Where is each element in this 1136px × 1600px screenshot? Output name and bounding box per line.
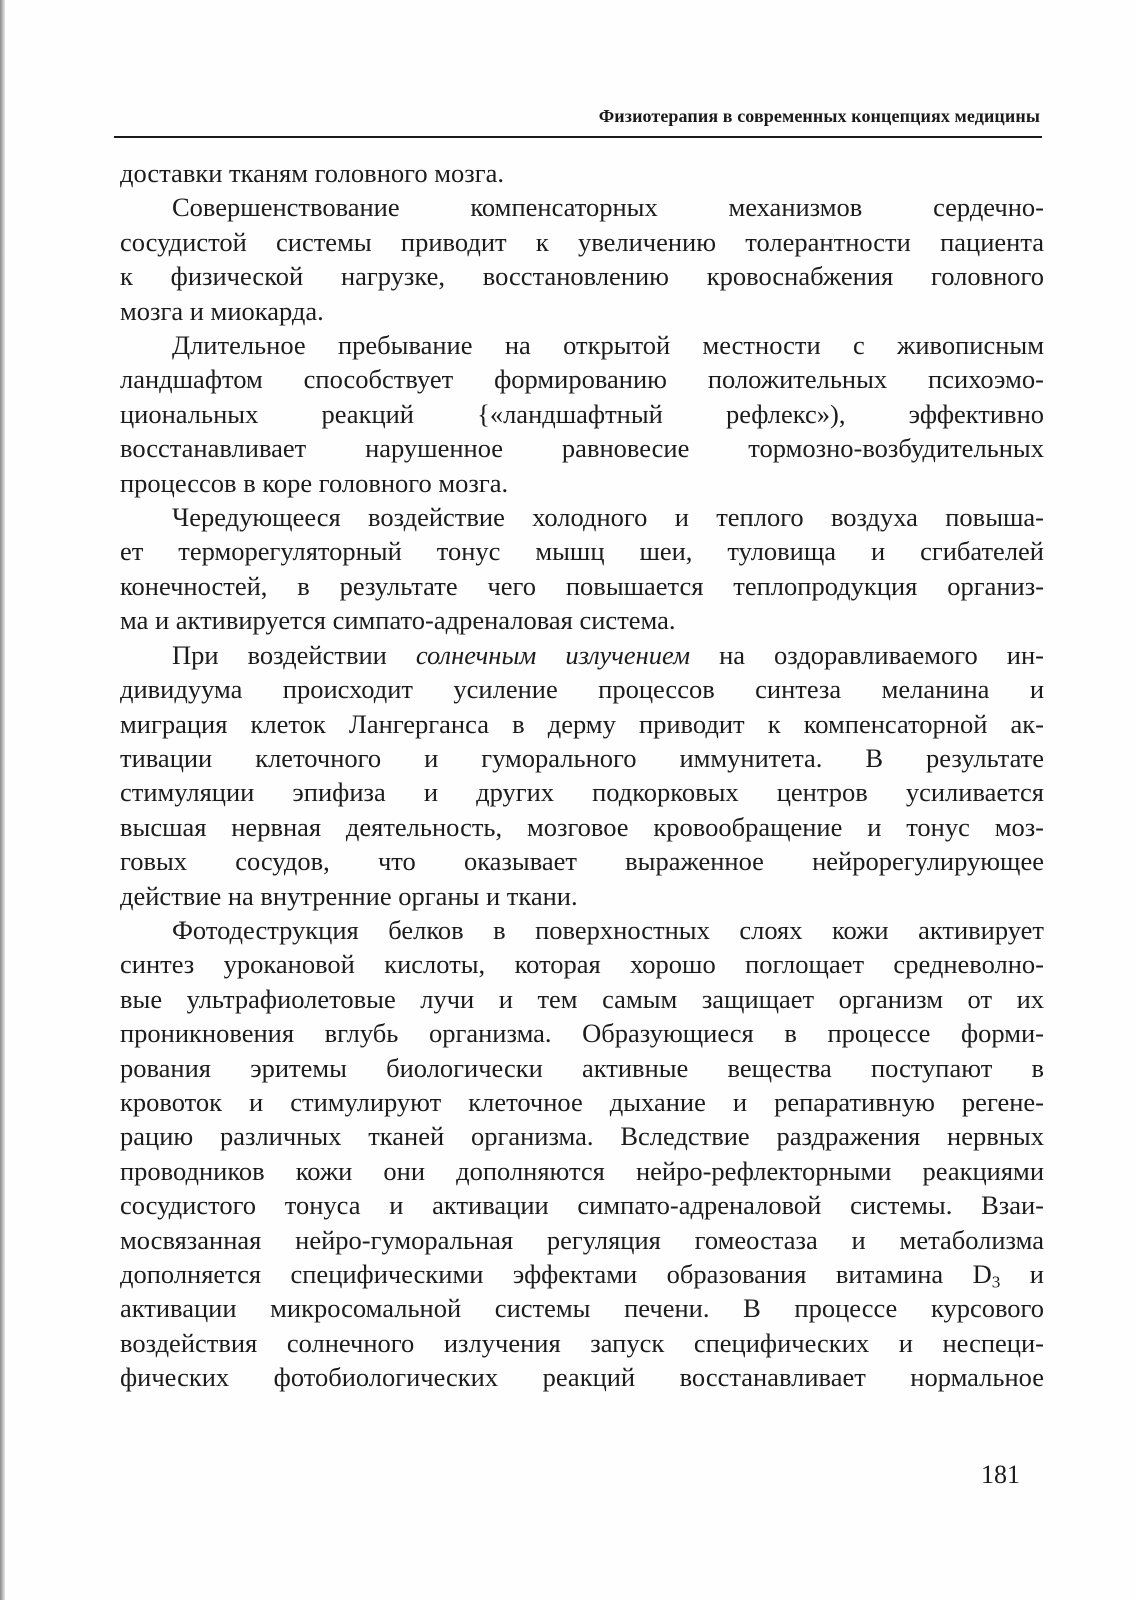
text-line: Совершенствование компенсаторных механизмов сердечно- xyxy=(172,192,1044,223)
header-rule xyxy=(114,136,1042,138)
text-line xyxy=(120,1257,1044,1291)
text-line: восстанавливает нарушенное равновесие тормозно-возбудительных xyxy=(120,433,1044,464)
text-line: воздействия солнечного излучения запуск специфических и неспеци- xyxy=(120,1327,1044,1358)
text-line: тивации клеточного и гуморального иммунитета. В результате xyxy=(120,742,1044,773)
text-line: миграция клеток Лангерганса в дерму приводит к компенсаторной ак- xyxy=(120,708,1044,739)
paragraph-3 xyxy=(120,328,1044,500)
text-line: к физической нагрузке, восстановлению кровоснабжения головного xyxy=(120,261,1044,292)
text-line: доставки тканям головного мозга. xyxy=(120,158,504,188)
text-line: стимуляции эпифиза и других подкорковых центров усиливается xyxy=(120,777,1044,808)
text-line: конечностей, в результате чего повышается теплопродукция организ- xyxy=(120,570,1044,601)
text-segment: на оздоравливаемого ин- xyxy=(690,639,1044,670)
text-line: мозга и миокарда. xyxy=(120,295,324,326)
text-line: высшая нервная деятельность, мозговое кровообращение и тонус моз- xyxy=(120,811,1044,842)
text-line: проводников кожи они дополняются нейро-рефлекторными реакциями xyxy=(120,1155,1044,1186)
subscript: 3 xyxy=(991,1272,1001,1292)
text-line: Чередующееся воздействие холодного и теплого воздуха повыша- xyxy=(172,502,1044,533)
body-text xyxy=(120,156,1044,1395)
text-line: фических фотобиологических реакций восстанавливает нормальное xyxy=(120,1362,1044,1393)
paragraph-5 xyxy=(120,638,1044,913)
text-line: проникновения вглубь организма. Образующиеся в процессе форми- xyxy=(120,1018,1044,1049)
text-line: мосвязанная нейро-гуморальная регуляция гомеостаза и метаболизма xyxy=(120,1224,1044,1255)
text-line: сосудистого тонуса и активации симпато-адреналовой системы. Взаи- xyxy=(120,1190,1044,1221)
paragraph-4 xyxy=(120,500,1044,638)
text-line: Длительное пребывание на открытой местности с живописным xyxy=(172,330,1044,361)
text-line: дивидуума происходит усиление процессов синтеза меланина и xyxy=(120,674,1044,705)
text-line: ет терморегуляторный тонус мышц шеи, туловища и сгибателей xyxy=(120,536,1044,567)
text-line: вые ультрафиолетовые лучи и тем самым защищает организм от их xyxy=(120,983,1044,1014)
page-binding-shadow xyxy=(0,0,5,1600)
running-header: Физиотерапия в современных концепциях медицины xyxy=(598,106,1040,126)
text-line: активации микросомальной системы печени. В процессе курсового xyxy=(120,1293,1044,1324)
paragraph-2 xyxy=(120,190,1044,328)
emphasized-term: солнечным излучением xyxy=(415,639,691,670)
text-line: рацию различных тканей организма. Вследствие раздражения нервных xyxy=(120,1121,1044,1152)
text-line: рования эритемы биологически активные вещества поступают в xyxy=(120,1052,1044,1083)
page-number: 181 xyxy=(981,1460,1020,1489)
text-line: действие на внутренние органы и ткани. xyxy=(120,880,578,911)
text-line: ландшафтом способствует формированию положительных психоэмо- xyxy=(120,364,1044,395)
paragraph-6 xyxy=(120,913,1044,1395)
text-line: говых сосудов, что оказывает выраженное нейрорегулирующее xyxy=(120,846,1044,877)
text-line: сосудистой системы приводит к увеличению толерантности пациента xyxy=(120,226,1044,257)
text-segment: При воздействии xyxy=(172,639,416,670)
text-line: ма и активируется симпато-адреналовая система. xyxy=(120,605,676,636)
paragraph-1 xyxy=(120,156,1044,190)
text-line: процессов в коре головного мозга. xyxy=(120,467,509,498)
text-segment: и xyxy=(1000,1259,1044,1289)
text-line: Фотодеструкция белков в поверхностных слоях кожи активирует xyxy=(172,914,1044,945)
text-line: циональных реакций {«ландшафтный рефлекс»), эффективно xyxy=(120,398,1044,429)
text-segment: дополняется специфическими эффектами образования витамина D xyxy=(120,1259,992,1289)
text-line xyxy=(120,638,1044,672)
text-line: кровоток и стимулируют клеточное дыхание и репаративную регене- xyxy=(120,1086,1044,1117)
text-line: синтез урокановой кислоты, которая хорошо поглощает средневолно- xyxy=(120,949,1044,980)
